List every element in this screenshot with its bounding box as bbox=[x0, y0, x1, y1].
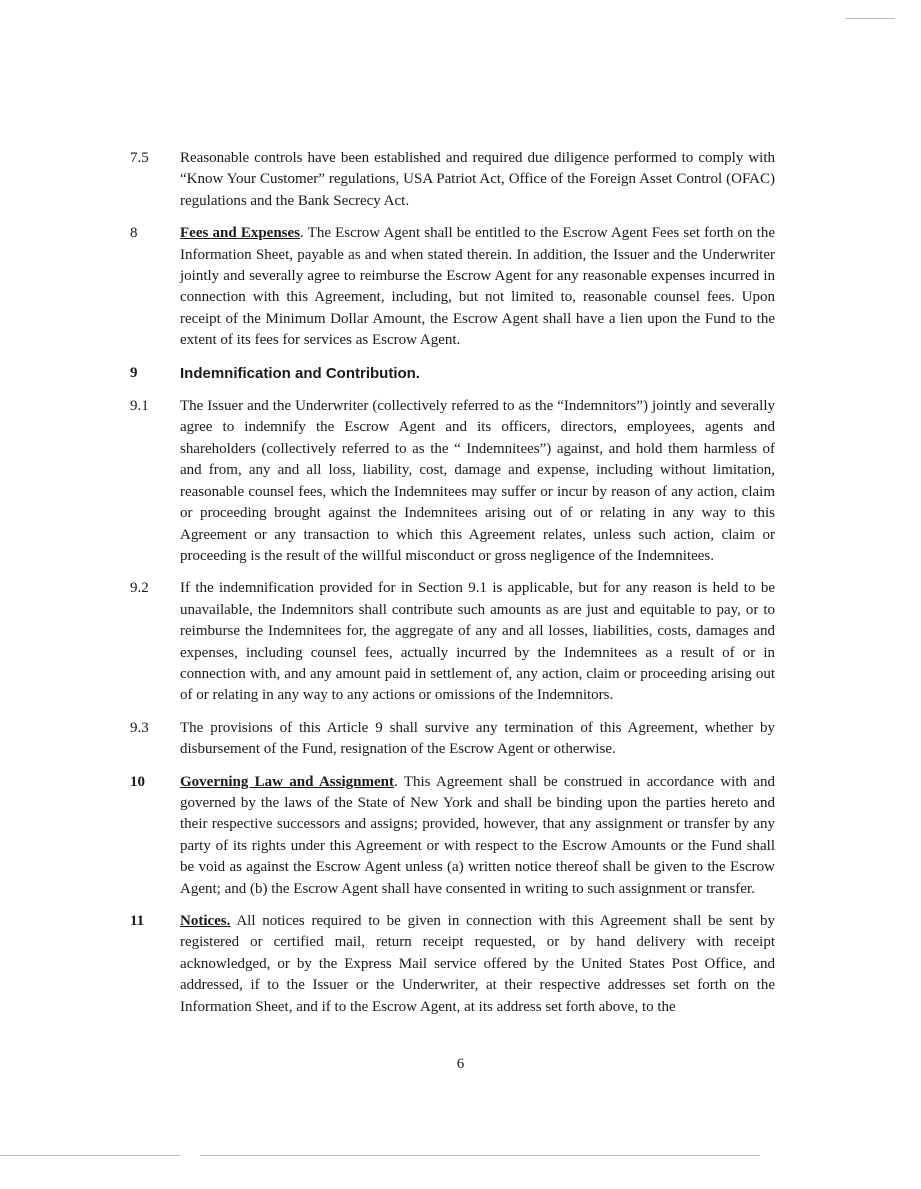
section-number: 9.1 bbox=[130, 398, 149, 415]
section-number: 7.5 bbox=[130, 150, 149, 166]
section-heading: Fees and Expenses bbox=[180, 225, 301, 242]
section-number: 11 bbox=[130, 913, 145, 929]
section-text: . The Escrow Agent shall be entitled to the Escrow Agent Fees set forth on the Information Sheet, payable as and when stated therein. In addition, the Issuer and the Underwriter jointly and severally agree to reimburse the Escrow Agent for any reasonable expenses incurred in connection with this Agreement, including, but not limited to, reasonable counsel fees. Upon receipt of the Minimum Dollar Amount, the Escrow Agent shall have a lien upon the Fund to the extent of its fees for services as Escrow Agent. bbox=[180, 225, 775, 349]
section-number: 10 bbox=[130, 773, 145, 790]
scan-artifact-bottom-2 bbox=[200, 1155, 760, 1156]
section-text: . This Agreement shall be construed in accordance with and governed by the laws of the State of New York and shall be binding upon the parties hereto and their respective successors and assigns; provided, however, that any assignment or transfer by any party of its rights under this Agreement or with respect to the Escrow Amounts or the Fund shall be void as against the Escrow Agent unless (a) written notice thereof shall be given to the Escrow Agent; and (b) the Escrow Agent shall have consented in writing to such assignment or transfer. bbox=[180, 773, 775, 897]
section-text: The Issuer and the Underwriter (collectively referred to as the “Indemnitors”) jointly and severally agree to indemnify the Escrow Agent and its officers, directors, employees, agents and shareholders (collectively referred to as the “ Indemnitees”) against, and hold them harmless of and from, any and all loss, liability, cost, damage and expense, including without limitation, reasonable counsel fees, which the Indemnitees may suffer or incur by reason of any action, claim or proceeding brought against the Indemnitees arising out of or relating in any way to this Agreement or any transaction to which this Agreement relates, unless such action, claim or proceeding is the result of the willful misconduct or gross negligence of the Indemnitees. bbox=[180, 398, 775, 564]
section-9-3 bbox=[130, 718, 775, 761]
section-9 bbox=[130, 363, 775, 385]
section-text: The provisions of this Article 9 shall survive any termination of this Agreement, whether by disbursement of the Fund, resignation of the Escrow Agent or otherwise. bbox=[180, 719, 775, 758]
section-11 bbox=[130, 911, 775, 1018]
scan-artifact-bottom bbox=[0, 1155, 180, 1156]
scan-artifact-top bbox=[845, 18, 895, 19]
scan-artifact-row bbox=[0, 1155, 921, 1156]
section-heading: Notices. bbox=[180, 913, 231, 929]
section-text: If the indemnification provided for in Section 9.1 is applicable, but for any reason is held to be unavailable, the Indemnitors shall contribute such amounts as are just and equitable to pay, or to reimburse the Indemnitees for, the aggregate of any and all losses, liabilities, costs, damages and expenses, including counsel fees, actually incurred by the Indemnitees as a result of or in connection with, and any amount paid in settlement of, any action, claim or proceeding arising out of or relating in any way to any actions or omissions of the Indemnitors. bbox=[180, 580, 775, 704]
section-8 bbox=[130, 223, 775, 351]
section-9-1 bbox=[130, 396, 775, 567]
section-text: Reasonable controls have been established and required due diligence performed to comply with “Know Your Customer” regulations, USA Patriot Act, Office of the Foreign Asset Control (OFAC) regulations and the Bank Secrecy Act. bbox=[180, 150, 775, 209]
section-7-5 bbox=[130, 148, 775, 212]
section-number: 8 bbox=[130, 225, 138, 242]
page-number: 6 bbox=[456, 1056, 465, 1073]
section-text: All notices required to be given in connection with this Agreement shall be sent by registered or certified mail, return receipt requested, or by hand delivery with receipt acknowledged, or by the Express Mail service offered by the United States Post Office, and addressed, if to the Issuer or the Underwriter, at their respective addresses set forth on the Information Sheet, and if to the Escrow Agent, at its address set forth above, to the bbox=[180, 913, 775, 1015]
document-body bbox=[130, 0, 775, 1156]
section-number: 9.2 bbox=[130, 580, 149, 597]
section-heading: Governing Law and Assignment bbox=[180, 773, 394, 790]
section-10 bbox=[130, 772, 775, 900]
section-heading: Indemnification and Contribution. bbox=[180, 364, 420, 382]
section-9-2 bbox=[130, 578, 775, 706]
section-number: 9 bbox=[130, 364, 138, 381]
section-number: 9.3 bbox=[130, 719, 149, 736]
